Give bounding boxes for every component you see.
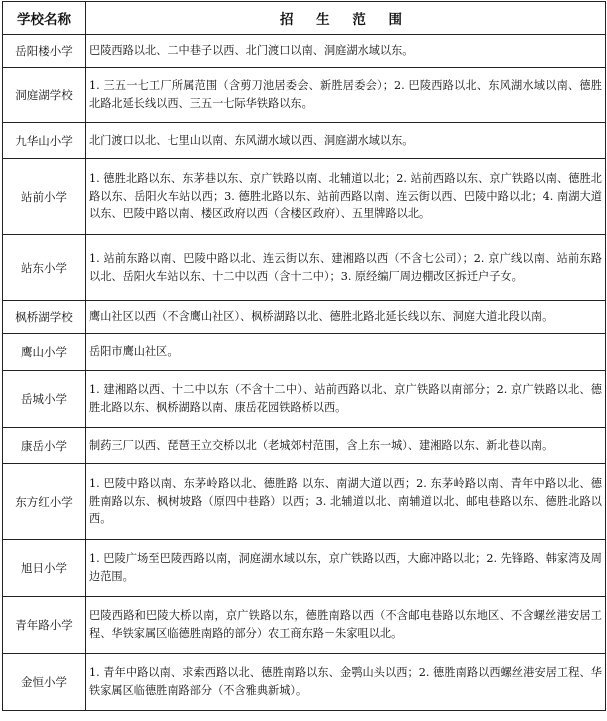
enrollment-range: 1. 巴陵中路以南、东茅岭路以北、德胜路 以东、南湖大道以西；2. 东茅岭路以南、青年中路以北、德胜南路以东、枫树坡路（原四中巷路）以西；3. 北辅道以北、南辅道以北、邮电巷路以东、德胜北路以西。 [86, 464, 606, 540]
header-enrollment-range: 招 生 范 围 [86, 2, 606, 35]
enrollment-range: 巴陵西路和巴陵大桥以南，京广铁路以东，德胜南路以西（不含邮电巷路以东地区、不含螺丝港安居工程、华铁家属区临德胜南路的部分）农工商东路－朱家咀以北。 [86, 597, 606, 654]
table-row [3, 428, 606, 464]
enrollment-range: 岳阳市鹰山社区。 [86, 334, 606, 371]
table-row [3, 334, 606, 371]
table-row [3, 301, 606, 334]
table-row [3, 540, 606, 597]
enrollment-range: 鹰山社区以西（不含鹰山社区）、枫桥湖路以北、德胜北路北延长线以东、洞庭大道北段以南。 [86, 301, 606, 334]
enrollment-range: 制药三厂以西、琵琶王立交桥以北（老城郊村范围，含上东一城）、建湘路以东、新北巷以南。 [86, 428, 606, 464]
table-row [3, 35, 606, 68]
school-name: 鹰山小学 [3, 334, 86, 371]
school-name: 站东小学 [3, 235, 86, 301]
table-row [3, 123, 606, 159]
header-school-name: 学校名称 [3, 2, 86, 35]
table-row [3, 371, 606, 428]
enrollment-range: 1. 建湘路以西、十二中以东（不含十二中）、站前西路以北、京广铁路以南部分；2. 京广铁路以北、德胜北路以东、枫桥湖路以南、康岳花园铁路桥以西。 [86, 371, 606, 428]
school-name: 洞庭湖学校 [3, 68, 86, 123]
table-row [3, 597, 606, 654]
table-header-row [3, 2, 606, 35]
enrollment-range: 北门渡口以北、七里山以南、东风湖水域以西、洞庭湖水域以东。 [86, 123, 606, 159]
enrollment-table [2, 1, 606, 711]
school-name: 康岳小学 [3, 428, 86, 464]
school-name: 东方红小学 [3, 464, 86, 540]
table-row [3, 654, 606, 711]
school-name: 枫桥湖学校 [3, 301, 86, 334]
enrollment-range: 1. 德胜北路以东、东茅巷以东、京广铁路以南、北辅道以北；2. 站前西路以东、京广铁路以南、德胜北路以东、岳阳火车站以西；3. 德胜北路以东、站前西路以南、连云街以西、巴陵中路以北；4. 南湖大道以东、巴陵中路以南、楼区政府以西（含楼区政府）、五里牌路以北。 [86, 159, 606, 235]
school-name: 旭日小学 [3, 540, 86, 597]
table-row [3, 68, 606, 123]
table-row [3, 159, 606, 235]
enrollment-range: 1. 巴陵广场至巴陵西路以南，洞庭湖水域以东，京广铁路以西，大廊冲路以北；2. 先锋路、韩家湾及周边范围。 [86, 540, 606, 597]
school-name: 站前小学 [3, 159, 86, 235]
school-name: 九华山小学 [3, 123, 86, 159]
school-name: 青年路小学 [3, 597, 86, 654]
table-row [3, 464, 606, 540]
school-name: 岳城小学 [3, 371, 86, 428]
enrollment-range: 1. 青年中路以南、求索西路以北、德胜南路以东、金鹗山头以西；2. 德胜南路以西螺丝港安居工程、华铁家属区临德胜南路部分（不含雅典新城）。 [86, 654, 606, 711]
enrollment-range: 巴陵西路以北、二中巷子以西、北门渡口以南、洞庭湖水域以东。 [86, 35, 606, 68]
school-name: 金恒小学 [3, 654, 86, 711]
enrollment-range: 1. 三五一七工厂所属范围（含剪刀池居委会、新胜居委会）；2. 巴陵西路以北、东风湖水域以南、德胜北路北延长线以西、三五一七际华铁路以东。 [86, 68, 606, 123]
school-name: 岳阳楼小学 [3, 35, 86, 68]
enrollment-range: 1. 站前东路以南、巴陵中路以北、连云街以东、建湘路以西（不含七公司）；2. 京广线以南、站前东路以北、岳阳火车站以东、十二中以西（含十二中）；3. 原经编厂周边棚改区拆迁户子女。 [86, 235, 606, 301]
table-row [3, 235, 606, 301]
